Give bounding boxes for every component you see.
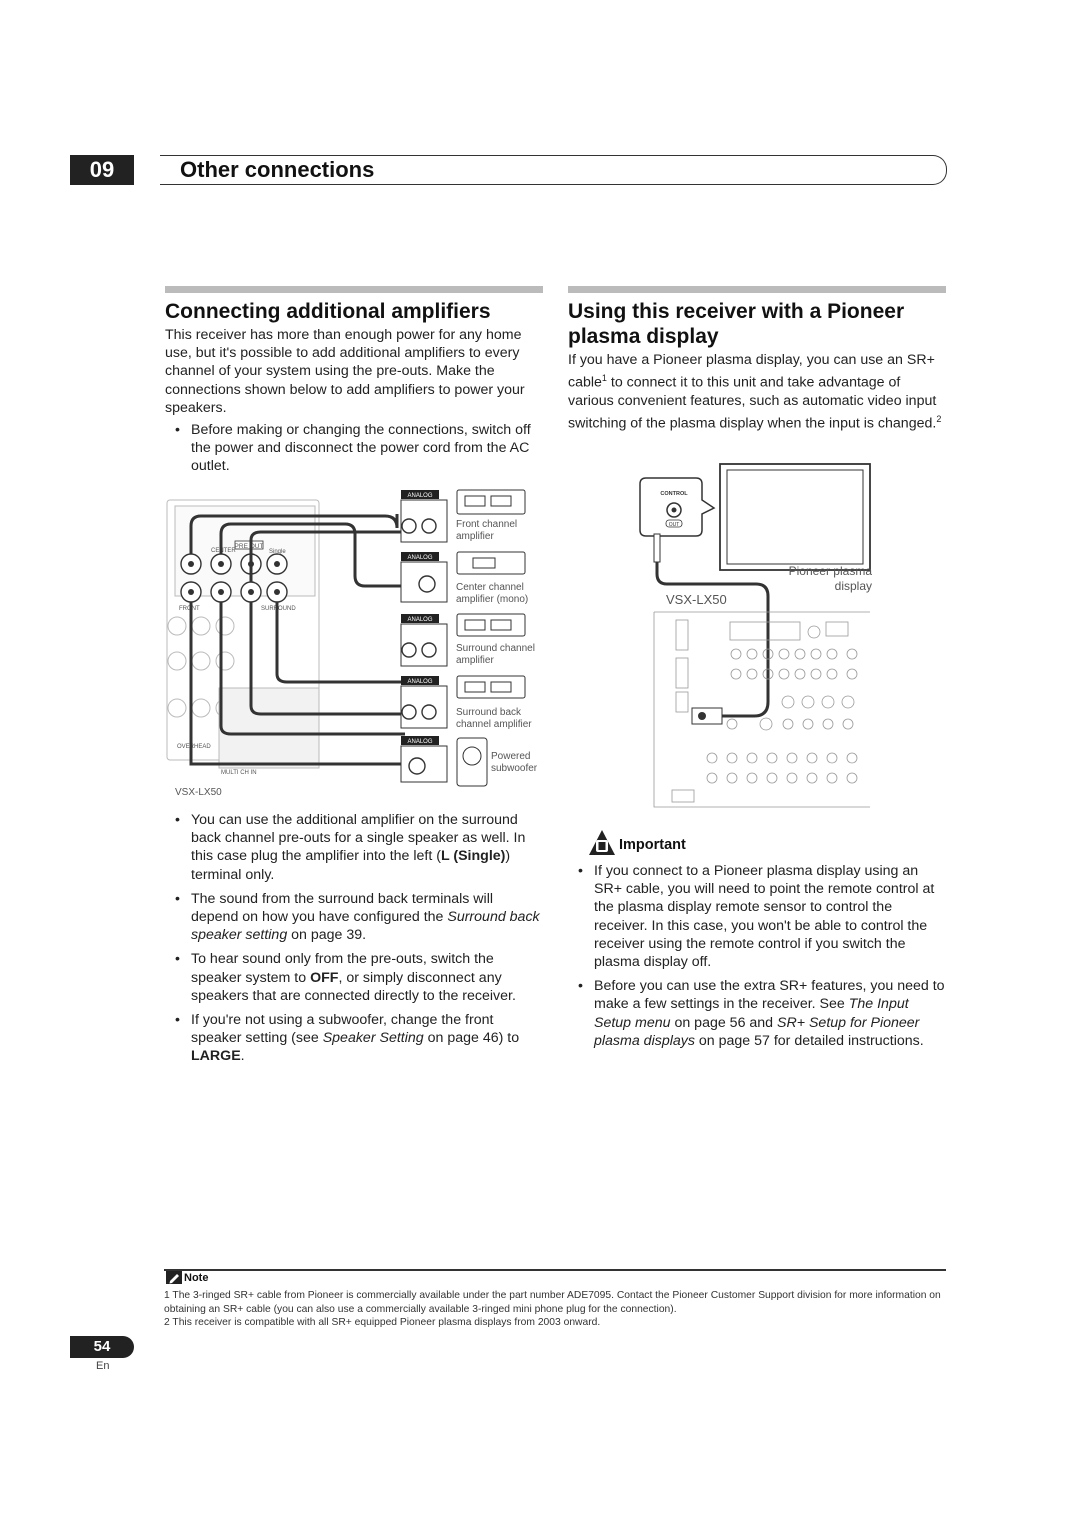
bullet-preouts-only: • To hear sound only from the pre-outs, switch the speaker system to OFF, or simply disconnect any speakers that are connected directly to the receiver.	[165, 950, 543, 1005]
bullet-single-speaker: • You can use the additional amplifier on the surround back channel pre-outs for a single speaker as well. In this case plug the amplifier into the left (L (Single)) terminal only.	[165, 811, 543, 884]
amplifier-notes-list	[165, 811, 543, 1072]
important-heading: Important	[619, 837, 686, 853]
bullet-surround-back: • The sound from the surround back terminals will depend on how you have configured the Surround back speaker setting on page 39.	[165, 890, 543, 945]
chapter-number: 09	[70, 155, 134, 185]
bullet-no-subwoofer: • If you're not using a subwoofer, change the front speaker setting (see Speaker Setting on page 46) to LARGE.	[165, 1011, 543, 1066]
analog-label-3: ANALOG	[407, 617, 433, 623]
amp-front-label-line2: amplifier	[456, 531, 494, 542]
section-rule-left	[165, 286, 543, 293]
subwoofer-label-line2: subwoofer	[491, 763, 538, 774]
subwoofer-label-line1: Powered	[491, 751, 531, 762]
footnote-2: 2 This receiver is compatible with all SR+ equipped Pioneer plasma displays from 2003 onward.	[164, 1317, 601, 1328]
surround-label: SURROUND	[261, 606, 296, 612]
preout-label: PRE OUT	[234, 543, 264, 550]
amp-front-label-line1: Front channel	[456, 519, 518, 530]
analog-label-1: ANALOG	[407, 493, 433, 499]
amp-center-label-line1: Center channel	[456, 582, 524, 593]
plasma-connection-diagram	[636, 462, 872, 810]
note-pencil-icon	[166, 1271, 182, 1284]
receiver-model-label-right: VSX-LX50	[666, 592, 727, 607]
overhead-label: OVERHEAD	[177, 744, 211, 750]
out-label: OUT	[668, 522, 680, 528]
amplifier-connection-diagram	[165, 486, 545, 802]
intro-paragraph-left: This receiver has more than enough power for any home use, but it's possible to add additional amplifiers to every channel of your system using the pre-outs. Make the connections shown below to add amplifiers to power your speakers.	[165, 327, 525, 416]
plasma-label-line1: Pioneer plasma	[788, 564, 872, 578]
analog-label-2: ANALOG	[407, 555, 433, 561]
footnote-1: 1 The 3-ringed SR+ cable from Pioneer is commercially available under the part number ADE7095. Contact the Pioneer Customer Support division for more information on obtaining an SR+ cable (you can also use a commercially available 3-ringed mini phone plug for the connection).	[164, 1290, 941, 1315]
bullet-power-off: • Before making or changing the connections, switch off the power and disconnect the power cord from the AC outlet.	[165, 421, 543, 476]
amp-surround-back-label-line1: Surround back	[456, 707, 522, 718]
intro-paragraph-right: If you have a Pioneer plasma display, you can use an SR+ cable$^1$ to connect it to this unit and take advantage of various convenient features, such as automatic video input switching of the plasma display when the input is changed.$^2$	[568, 352, 942, 433]
analog-label-5: ANALOG	[407, 739, 433, 745]
single-label: Single	[269, 549, 286, 555]
heading-additional-amplifiers: Connecting additional amplifiers	[165, 300, 491, 323]
bullet-remote-sensor: • If you connect to a Pioneer plasma display using an SR+ cable, you will need to point the remote control at the plasma display remote sensor to control the receiver. In this case, you won't be able to control the receiver using the remote control if you switch the plasma display off.	[568, 862, 946, 971]
language-label: En	[96, 1360, 110, 1372]
plasma-label-line2: display	[834, 579, 872, 593]
page-number: 54	[70, 1336, 134, 1358]
note-rule	[164, 1269, 946, 1271]
note-label: Note	[184, 1272, 209, 1284]
amp-center-label-line2: amplifier (mono)	[456, 594, 529, 605]
section-rule-right	[568, 286, 946, 293]
chapter-title: Other connections	[180, 157, 375, 182]
center-label: CENTER	[211, 548, 236, 554]
important-list	[568, 862, 946, 1056]
amp-surround-label-line2: amplifier	[456, 655, 494, 666]
analog-label-4: ANALOG	[407, 679, 433, 685]
precaution-list	[165, 421, 543, 482]
important-warning-icon	[588, 829, 616, 857]
bullet-sr-settings: • Before you can use the extra SR+ features, you need to make a few settings in the receiver. See The Input Setup menu on page 56 and SR+ Setup for Pioneer plasma displays on page 57 for detailed instructions.	[568, 977, 946, 1050]
control-label: CONTROL	[660, 491, 688, 497]
front-label: FRONT	[179, 606, 200, 612]
amp-surround-back-label-line2: channel amplifier	[456, 719, 532, 730]
amp-surround-label-line1: Surround channel	[456, 643, 535, 654]
multi-ch-label: MULTI CH IN	[221, 770, 257, 776]
receiver-model-label: VSX-LX50	[175, 787, 222, 798]
heading-plasma-display: Using this receiver with a Pioneer plasma display	[568, 300, 905, 348]
